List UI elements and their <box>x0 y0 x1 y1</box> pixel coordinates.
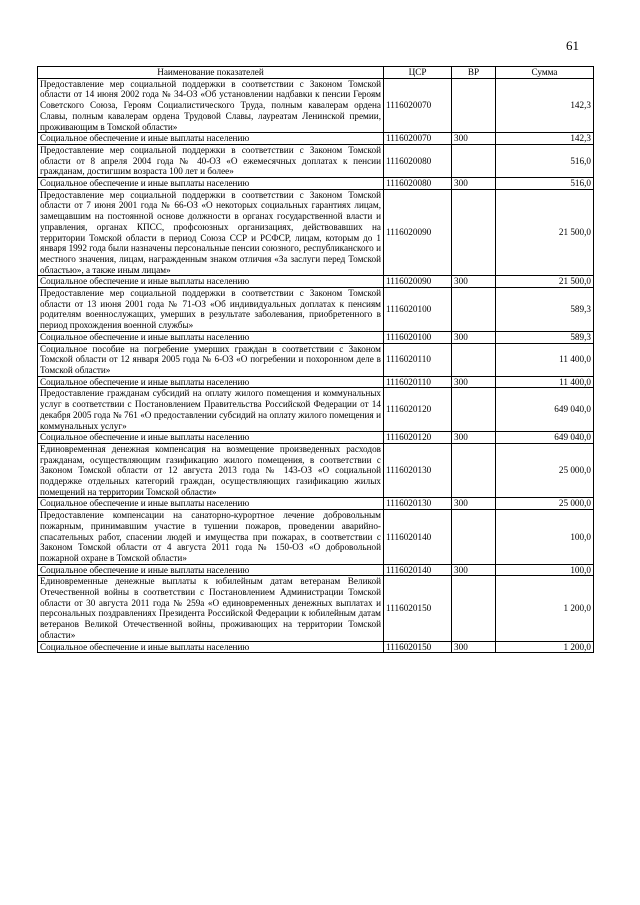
table-row <box>38 498 594 510</box>
row-vr-cell <box>452 288 496 332</box>
row-sum-cell: 11 400,0 <box>496 343 594 376</box>
table-row <box>38 510 594 565</box>
row-name-cell: Предоставление мер социальной поддержки в соответствии с Законом Томской области от 8 апреля 2004 года № 40-ОЗ «О ежемесячных доплатах к пенсии гражданам, достигшим возраста 100 лет и более» <box>38 144 384 177</box>
row-vr-cell <box>452 343 496 376</box>
row-sum-cell: 649 040,0 <box>496 432 594 444</box>
row-name-cell: Предоставление компенсации на санаторно-курортное лечение добровольным пожарным, принимавшим участие в тушении пожаров, проведении аварийно-спасательных работ, спасении людей и имущества при пожарах, в соответствии с Законом Томской области от 4 августа 2011 года № 150-ОЗ «О добровольной пожарной охране в Томской области» <box>38 510 384 565</box>
row-sum-cell: 142,3 <box>496 78 594 133</box>
table-row <box>38 343 594 376</box>
row-vr-cell: 300 <box>452 498 496 510</box>
row-vr-cell: 300 <box>452 133 496 145</box>
row-vr-cell <box>452 443 496 498</box>
table-row <box>38 144 594 177</box>
table-row <box>38 564 594 576</box>
row-name-cell: Социальное обеспечение и иные выплаты населению <box>38 498 384 510</box>
table-row <box>38 189 594 276</box>
table-row <box>38 78 594 133</box>
row-csr-cell: 1116020100 <box>384 331 452 343</box>
row-csr-cell: 1116020120 <box>384 432 452 444</box>
row-csr-cell: 1116020110 <box>384 343 452 376</box>
row-vr-cell <box>452 189 496 276</box>
row-sum-cell: 21 500,0 <box>496 189 594 276</box>
row-vr-cell: 300 <box>452 178 496 190</box>
row-sum-cell: 649 040,0 <box>496 388 594 432</box>
row-sum-cell: 1 200,0 <box>496 641 594 653</box>
row-vr-cell: 300 <box>452 276 496 288</box>
row-sum-cell: 25 000,0 <box>496 498 594 510</box>
row-vr-cell <box>452 388 496 432</box>
header-vr: ВР <box>452 67 496 79</box>
row-name-cell: Единовременная денежная компенсация на возмещение произведенных расходов гражданам, осуществляющим газификацию жилого помещения, в соответствии с Законом Томской области от 12 августа 2013 года № 143-ОЗ «О социальной поддержке отдельных категорий граждан, осуществляющих газификацию жилых помещений на территории Томской области» <box>38 443 384 498</box>
row-sum-cell: 11 400,0 <box>496 376 594 388</box>
row-name-cell: Предоставление мер социальной поддержки в соответствии с Законом Томской области от 13 июня 2001 года № 71-ОЗ «Об индивидуальных доплатах к пенсиям родителям военнослужащих, умерших в результате заболевания, приобретенного в период прохождения военной службы» <box>38 288 384 332</box>
row-name-cell: Социальное обеспечение и иные выплаты населению <box>38 641 384 653</box>
row-csr-cell: 1116020090 <box>384 276 452 288</box>
row-vr-cell <box>452 144 496 177</box>
row-name-cell: Социальное обеспечение и иные выплаты населению <box>38 178 384 190</box>
row-sum-cell: 516,0 <box>496 178 594 190</box>
row-csr-cell: 1116020090 <box>384 189 452 276</box>
header-name: Наименование показателей <box>38 67 384 79</box>
row-vr-cell <box>452 576 496 641</box>
row-name-cell: Предоставление мер социальной поддержки в соответствии с Законом Томской области от 7 июня 2001 года № 66-ОЗ «О некоторых социальных гарантиях лицам, замещавшим на постоянной основе должности в органах государственной власти и управления, органах КПСС, профсоюзных организациях, действовавших на территории Томской области в период Союза ССР и РСФСР, лицам, которым до 1 января 1992 года были назначены персональные пенсии союзного, республиканского и местного значения, лицам, награжденным знаком отличия «За заслуги перед Томской областью», а также иным лицам» <box>38 189 384 276</box>
row-name-cell: Социальное обеспечение и иные выплаты населению <box>38 276 384 288</box>
row-vr-cell: 300 <box>452 376 496 388</box>
row-sum-cell: 589,3 <box>496 288 594 332</box>
row-name-cell: Предоставление гражданам субсидий на оплату жилого помещения и коммунальных услуг в соответствии с Постановлением Правительства Российской Федерации от 14 декабря 2005 года № 761 «О предоставлении субсидий на оплату жилого помещения и коммунальных услуг» <box>38 388 384 432</box>
row-csr-cell: 1116020140 <box>384 564 452 576</box>
header-sum: Сумма <box>496 67 594 79</box>
row-name-cell: Социальное обеспечение и иные выплаты населению <box>38 432 384 444</box>
row-name-cell: Предоставление мер социальной поддержки в соответствии с Законом Томской области от 14 июня 2002 года № 34-ОЗ «Об установлении надбавки к пенсии Героям Советского Союза, Героям Социалистического Труда, полным кавалерам ордена Славы, полным кавалерам ордена Трудовой Славы, лауреатам Ленинской премии, проживающим в Томской области» <box>38 78 384 133</box>
row-sum-cell: 142,3 <box>496 133 594 145</box>
header-csr: ЦСР <box>384 67 452 79</box>
row-name-cell: Социальное обеспечение и иные выплаты населению <box>38 376 384 388</box>
row-sum-cell: 589,3 <box>496 331 594 343</box>
row-vr-cell: 300 <box>452 564 496 576</box>
row-csr-cell: 1116020070 <box>384 133 452 145</box>
table-row <box>38 178 594 190</box>
table-row <box>38 376 594 388</box>
row-csr-cell: 1116020140 <box>384 510 452 565</box>
row-name-cell: Социальное обеспечение и иные выплаты населению <box>38 331 384 343</box>
row-vr-cell: 300 <box>452 331 496 343</box>
row-csr-cell: 1116020100 <box>384 288 452 332</box>
table-body <box>38 78 594 653</box>
row-name-cell: Социальное обеспечение и иные выплаты населению <box>38 564 384 576</box>
row-csr-cell: 1116020110 <box>384 376 452 388</box>
row-vr-cell: 300 <box>452 641 496 653</box>
row-csr-cell: 1116020130 <box>384 498 452 510</box>
row-sum-cell: 100,0 <box>496 564 594 576</box>
row-sum-cell: 21 500,0 <box>496 276 594 288</box>
table-row <box>38 288 594 332</box>
row-name-cell: Социальное обеспечение и иные выплаты населению <box>38 133 384 145</box>
budget-table <box>37 66 594 653</box>
row-sum-cell: 25 000,0 <box>496 443 594 498</box>
row-vr-cell <box>452 510 496 565</box>
row-name-cell: Социальное пособие на погребение умерших граждан в соответствии с Законом Томской области от 12 января 2005 года № 6-ОЗ «О погребении и похоронном деле в Томской области» <box>38 343 384 376</box>
table-row <box>38 276 594 288</box>
row-csr-cell: 1116020120 <box>384 388 452 432</box>
row-name-cell: Единовременные денежные выплаты к юбилейным датам ветеранам Великой Отечественной войны в соответствии с Постановлением Администрации Томской области от 30 августа 2011 года № 259а «О единовременных денежных выплатах и персональных поздравлениях Президента Российской Федерации к юбилейным датам ветеранов Великой Отечественной войны, проживающих на территории Томской области» <box>38 576 384 641</box>
row-sum-cell: 1 200,0 <box>496 576 594 641</box>
row-csr-cell: 1116020150 <box>384 576 452 641</box>
row-csr-cell: 1116020150 <box>384 641 452 653</box>
table-row <box>38 443 594 498</box>
table-row <box>38 576 594 641</box>
table-row <box>38 432 594 444</box>
row-vr-cell: 300 <box>452 432 496 444</box>
table-header-row <box>38 67 594 79</box>
row-sum-cell: 516,0 <box>496 144 594 177</box>
row-csr-cell: 1116020080 <box>384 144 452 177</box>
row-csr-cell: 1116020080 <box>384 178 452 190</box>
table-row <box>38 388 594 432</box>
row-vr-cell <box>452 78 496 133</box>
table-row <box>38 641 594 653</box>
row-csr-cell: 1116020130 <box>384 443 452 498</box>
table-row <box>38 331 594 343</box>
table-row <box>38 133 594 145</box>
page-number: 61 <box>566 38 579 53</box>
row-csr-cell: 1116020070 <box>384 78 452 133</box>
row-sum-cell: 100,0 <box>496 510 594 565</box>
